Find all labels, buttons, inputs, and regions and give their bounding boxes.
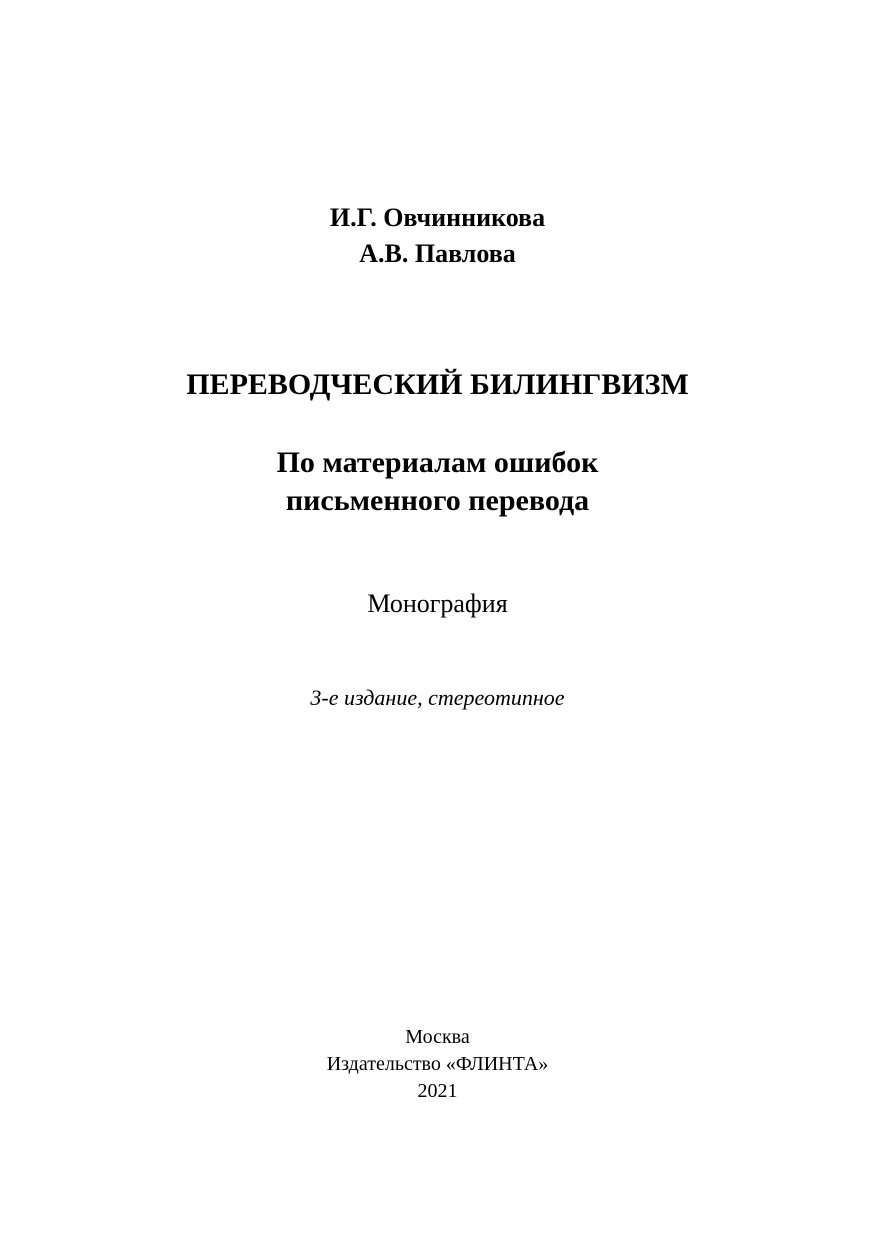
imprint-year: 2021 bbox=[417, 1080, 458, 1102]
author-1: И.Г. Овчинникова bbox=[329, 203, 546, 232]
imprint-publisher: Издательство «ФЛИНТА» bbox=[326, 1053, 549, 1075]
author-2: А.В. Павлова bbox=[359, 239, 516, 268]
genre-label: Монография bbox=[367, 589, 508, 618]
edition-note: 3-е издание, стереотипное bbox=[310, 685, 565, 710]
book-title: ПЕРЕВОДЧЕСКИЙ БИЛИНГВИЗМ bbox=[186, 368, 689, 401]
subtitle-line-1: По материалам ошибок bbox=[276, 446, 599, 479]
subtitle-line-2: письменного перевода bbox=[285, 484, 590, 517]
imprint-city: Москва bbox=[405, 1026, 470, 1048]
